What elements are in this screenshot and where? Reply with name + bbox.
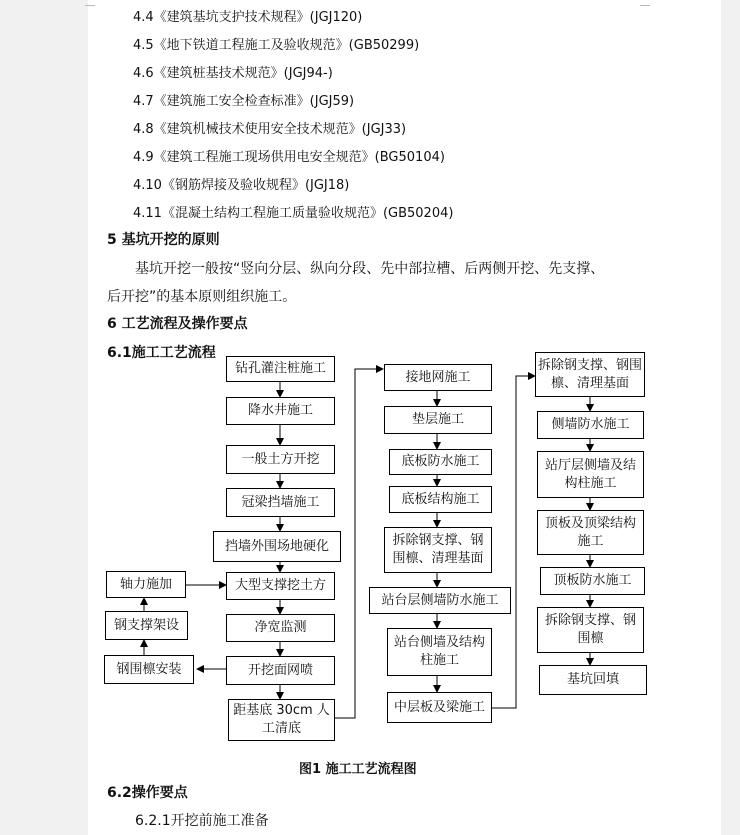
flow-step: 基坑回填 bbox=[539, 665, 647, 695]
section-6-1-heading: 6.1施工工艺流程 bbox=[107, 345, 216, 361]
reference-item: 4.4《建筑基坑支护技术规程》(JGJ120) bbox=[133, 10, 363, 25]
flow-step: 底板防水施工 bbox=[389, 449, 492, 475]
flow-step: 站台侧墙及结构柱施工 bbox=[387, 628, 492, 676]
flow-step: 中层板及梁施工 bbox=[387, 692, 492, 723]
flow-step: 一般土方开挖 bbox=[226, 445, 335, 474]
section-6-2-heading: 6.2操作要点 bbox=[107, 785, 188, 801]
section-5-heading: 5 基坑开挖的原则 bbox=[107, 232, 220, 248]
flow-step: 拆除钢支撑、钢围檩 bbox=[537, 607, 644, 653]
flow-step: 钻孔灌注桩施工 bbox=[226, 356, 335, 382]
reference-item: 4.9《建筑工程施工现场供用电安全规范》(BG50104) bbox=[133, 150, 445, 165]
flow-step: 垫层施工 bbox=[384, 406, 492, 434]
reference-item: 4.11《混凝土结构工程施工质量验收规范》(GB50204) bbox=[133, 206, 454, 221]
flow-step: 开挖面网喷 bbox=[226, 656, 335, 685]
flow-step: 站厅层侧墙及结构柱施工 bbox=[537, 451, 644, 498]
reference-item: 4.10《钢筋焊接及验收规程》(JGJ18) bbox=[133, 178, 350, 193]
figure-caption: 图1 施工工艺流程图 bbox=[299, 762, 417, 777]
section-6-heading: 6 工艺流程及操作要点 bbox=[107, 316, 248, 332]
flow-step: 净宽监测 bbox=[226, 614, 335, 642]
flow-step: 拆除钢支撑、钢围檩、清理基面 bbox=[384, 527, 492, 573]
section-6-2-1-heading: 6.2.1开挖前施工准备 bbox=[135, 813, 269, 829]
flow-step: 顶板及顶梁结构施工 bbox=[537, 510, 644, 555]
flow-side-step: 钢支撑架设 bbox=[105, 611, 188, 640]
flow-step: 顶板防水施工 bbox=[540, 567, 645, 595]
flow-step: 冠梁挡墙施工 bbox=[226, 488, 335, 517]
flow-step: 大型支撑挖土方 bbox=[226, 572, 335, 600]
flow-side-step: 钢围檩安装 bbox=[104, 655, 194, 684]
reference-item: 4.7《建筑施工安全检查标准》(JGJ59) bbox=[133, 94, 355, 109]
flow-step: 拆除钢支撑、钢围檩、清理基面 bbox=[535, 352, 645, 397]
flow-side-step: 轴力施加 bbox=[106, 571, 186, 598]
flow-step: 挡墙外围场地硬化 bbox=[213, 531, 341, 562]
flow-step: 侧墙防水施工 bbox=[537, 411, 644, 439]
section-5-paragraph-line: 基坑开挖一般按“竖向分层、纵向分段、先中部拉槽、后两侧开挖、先支撑、 bbox=[135, 261, 605, 277]
flow-step: 接地网施工 bbox=[384, 364, 492, 391]
reference-item: 4.5《地下铁道工程施工及验收规范》(GB50299) bbox=[133, 38, 420, 53]
reference-item: 4.6《建筑桩基技术规范》(JGJ94-) bbox=[133, 66, 333, 81]
flow-step: 站台层侧墙防水施工 bbox=[369, 587, 511, 614]
section-5-paragraph-line: 后开挖”的基本原则组织施工。 bbox=[107, 289, 297, 305]
flow-step: 降水井施工 bbox=[226, 397, 335, 425]
flow-step: 底板结构施工 bbox=[389, 486, 492, 513]
flow-step: 距基底 30cm 人工清底 bbox=[228, 699, 335, 741]
reference-item: 4.8《建筑机械技术使用安全技术规范》(JGJ33) bbox=[133, 122, 407, 137]
